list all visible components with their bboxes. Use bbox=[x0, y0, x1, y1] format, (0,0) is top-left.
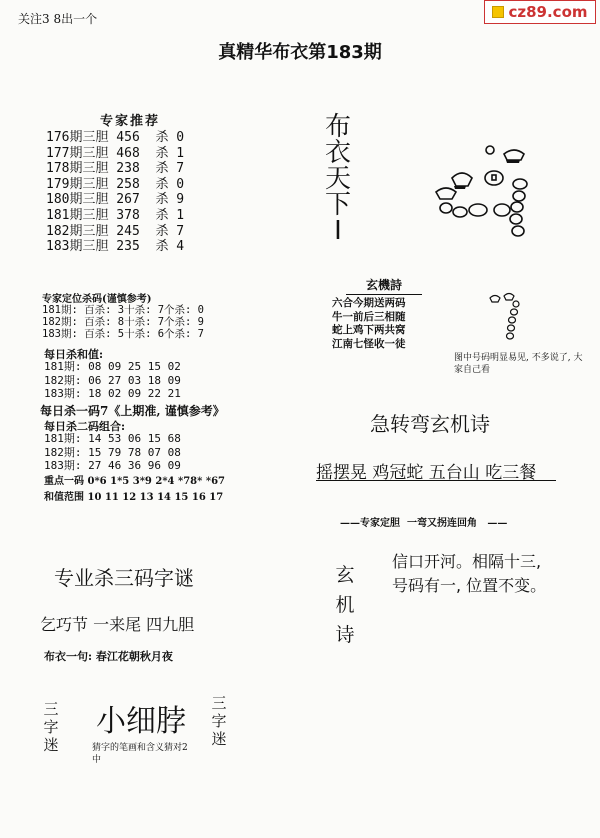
two-code-heading: 每日杀二码组合: bbox=[44, 420, 126, 433]
riddle-heading: 专业杀三码字谜 bbox=[54, 566, 194, 590]
notice-text: 图中号码明显易见, 不多说了, 大家自己看 bbox=[454, 353, 583, 375]
daily-kill-sum-heading: 每日杀和值: bbox=[44, 348, 104, 361]
expert-row: 176期三胆 456 杀 0 bbox=[46, 130, 185, 145]
kill-sum-row: 181期: 08 09 25 15 02 bbox=[44, 360, 181, 373]
brand-square-icon bbox=[492, 6, 504, 18]
expert-row: 183期三胆 235 杀 4 bbox=[46, 239, 185, 255]
focus-one-code: 重点一码 0*6 1*5 3*9 2*4 *78* *67 bbox=[44, 476, 225, 487]
xuanji-poem-line: 江南七怪收一徒 bbox=[332, 337, 406, 350]
expert-pick-line: ——专家定胆 一弯又拐连回角 —— bbox=[340, 518, 508, 529]
expert-row: 178期三胆 238 杀 7 bbox=[46, 161, 185, 177]
expert-row: 182期三胆 245 杀 7 bbox=[46, 223, 185, 239]
site-watermark-text: cz89.com bbox=[508, 3, 588, 21]
right-vertical-label: 三字迷 bbox=[211, 694, 227, 748]
kill-sum-row: 183期: 18 02 09 22 21 bbox=[44, 387, 181, 400]
fixed-kill-row: 181期: 百杀: 3十杀: 7个杀: 0 bbox=[42, 304, 205, 316]
ingot-icon bbox=[452, 173, 472, 186]
small-treasure-illustration bbox=[484, 290, 522, 342]
fixed-kill-row: 182期: 百杀: 8十杀: 7个杀: 9 bbox=[42, 316, 205, 328]
riddle-hint: 猜字的笔画和含义猜对2中 bbox=[92, 743, 188, 765]
coin-icon bbox=[485, 171, 503, 185]
fixed-kill-list bbox=[42, 304, 204, 340]
kill-sum-row: 182期: 06 27 03 18 09 bbox=[44, 373, 181, 387]
buyi-sentence: 布衣一句: 春江花朝秋月夜 bbox=[44, 650, 173, 663]
top-note: 关注3 8出一个 bbox=[18, 12, 98, 26]
two-code-row: 181期: 14 53 06 15 68 bbox=[44, 432, 181, 445]
snakes-line: 摇摆晃 鸡冠蛇 五台山 吃三餐 bbox=[316, 463, 537, 483]
riddle-big-word: 小细脖 bbox=[96, 704, 186, 739]
expert-row: 179期三胆 258 杀 0 bbox=[46, 176, 185, 192]
daily-kill-sum-list bbox=[44, 360, 181, 401]
coin-icon bbox=[486, 146, 494, 154]
ingot-icon bbox=[436, 188, 456, 199]
left-vertical-label: 三字迷 bbox=[43, 700, 59, 754]
fixed-kill-heading: 专家定位杀码(谨慎参考) bbox=[42, 294, 152, 305]
fixed-kill-row: 183期: 百杀: 5十杀: 6个杀: 7 bbox=[42, 328, 205, 340]
poem-line: 号码有一, 位置不变。 bbox=[392, 576, 547, 595]
xuanji-poem-title: 玄機詩 bbox=[346, 276, 422, 295]
two-code-row: 182期: 15 79 78 07 08 bbox=[44, 445, 181, 459]
poem-line: 信口开河。相隔十三, bbox=[392, 552, 542, 571]
expert-row: 181期三胆 378 杀 1 bbox=[46, 207, 185, 223]
xuanji-poem-box bbox=[332, 276, 436, 351]
xuanji-poem-line: 蛇上鸡下两共窝 bbox=[332, 324, 406, 336]
two-code-row: 183期: 27 46 36 96 09 bbox=[44, 459, 181, 472]
site-watermark bbox=[484, 0, 596, 24]
underline-divider bbox=[316, 480, 556, 481]
xuanji-poem-line: 牛一前后三相随 bbox=[332, 310, 406, 323]
treasure-illustration bbox=[432, 140, 532, 240]
xuanji-vertical-label: 玄机诗 bbox=[335, 564, 355, 646]
expert-row: 180期三胆 267 杀 9 bbox=[46, 192, 185, 208]
two-code-list bbox=[44, 432, 181, 473]
expert-row: 177期三胆 468 杀 1 bbox=[46, 145, 185, 161]
daily-kill-one-code: 每日杀一码7《上期准, 谨慎参考》 bbox=[40, 404, 225, 418]
poem-block bbox=[392, 550, 546, 598]
page-title: 真精华布衣第183期 bbox=[218, 42, 382, 63]
expert-list bbox=[46, 130, 184, 255]
xuanji-poem-line: 六合今期送两码 bbox=[332, 297, 406, 309]
ingot-icon bbox=[504, 150, 524, 160]
buyi-vertical-title: 布衣天下I bbox=[324, 112, 351, 246]
expert-heading: 专家推荐 bbox=[100, 114, 161, 129]
sum-range: 和值范围 10 11 12 13 14 15 16 17 bbox=[44, 492, 224, 503]
riddle-poem-heading: 急转弯玄机诗 bbox=[370, 412, 490, 436]
riddle-line: 乞巧节 一来尾 四九胆 bbox=[40, 615, 195, 634]
